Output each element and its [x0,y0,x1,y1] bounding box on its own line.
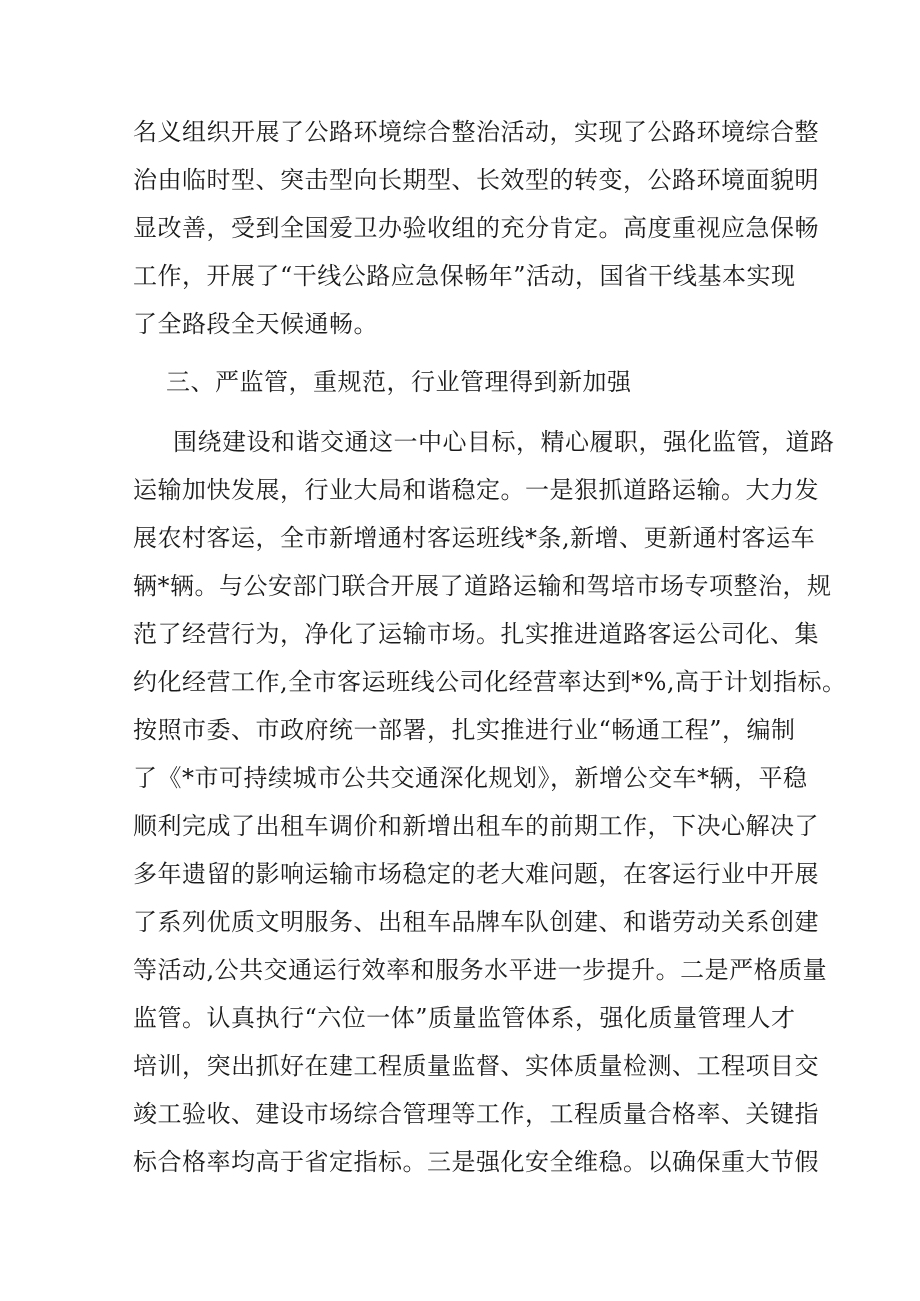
paragraph-line: 按照市委、市政府统一部署，扎实推进行业“畅通工程”，编制 [133,716,796,744]
paragraph-line: 约化经营工作,全市客运班线公司化经营率达到*%,高于计划指标。 [133,668,847,696]
paragraph-line: 了系列优质文明服务、出租车品牌车队创建、和谐劳动关系创建 [133,908,819,936]
paragraph-line: 多年遗留的影响运输市场稳定的老大难问题，在客运行业中开展 [133,860,819,888]
paragraph-line: 范了经营行为，净化了运输市场。扎实推进道路客运公司化、集 [133,620,819,648]
paragraph-line: 竣工验收、建设市场综合管理等工作，工程质量合格率、关键指 [133,1100,819,1128]
section-heading: 三、严监管，重规范，行业管理得到新加强 [166,368,632,396]
paragraph-line: 标合格率均高于省定指标。三是强化安全维稳。以确保重大节假 [133,1148,819,1176]
paragraph-line: 围绕建设和谐交通这一中心目标，精心履职，强化监管，道路 [173,428,835,456]
paragraph-line: 监管。认真执行“六位一体”质量监管体系，强化质量管理人才 [133,1004,796,1032]
paragraph-line: 运输加快发展，行业大局和谐稳定。一是狠抓道路运输。大力发 [133,476,819,504]
paragraph-line: 展农村客运，全市新增通村客运班线*条,新增、更新通村客运车 [133,524,816,552]
paragraph-line: 了全路段全天候通畅。 [133,310,378,338]
paragraph-line: 辆*辆。与公安部门联合开展了道路运输和驾培市场专项整治，规 [133,572,832,600]
paragraph-line: 显改善，受到全国爱卫办验收组的充分肯定。高度重视应急保畅 [133,214,819,242]
paragraph-line: 工作，开展了“干线公路应急保畅年”活动，国省干线基本实现 [133,262,796,290]
paragraph-line: 名义组织开展了公路环境综合整治活动，实现了公路环境综合整 [133,118,819,146]
paragraph-line: 治由临时型、突击型向长期型、长效型的转变，公路环境面貌明 [133,166,819,194]
paragraph-line: 等活动,公共交通运行效率和服务水平进一步提升。二是严格质量 [133,956,828,984]
paragraph-line: 了《*市可持续城市公共交通深化规划》，新增公交车*辆，平稳 [133,764,808,792]
paragraph-line: 顺利完成了出租车调价和新增出租车的前期工作，下决心解决了 [133,812,819,840]
paragraph-line: 培训，突出抓好在建工程质量监督、实体质量检测、工程项目交 [133,1052,819,1080]
